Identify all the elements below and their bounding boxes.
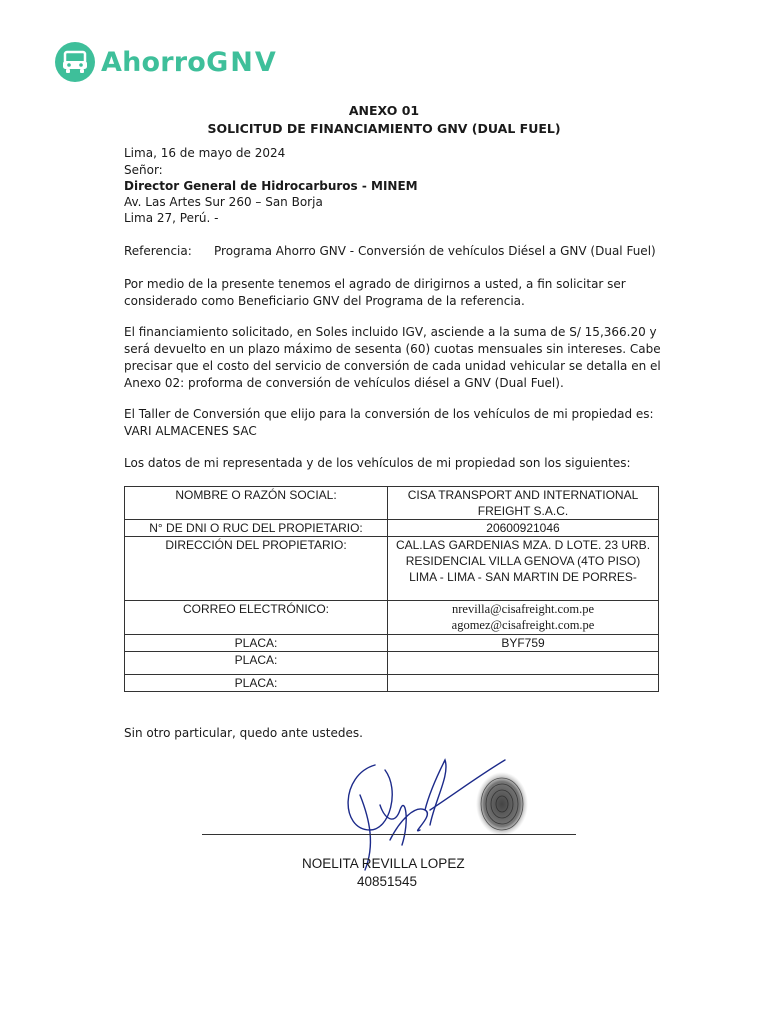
table-value: [388, 675, 659, 692]
signer-dni: 40851545: [357, 874, 418, 889]
table-row: [125, 487, 659, 520]
reference-text: Programa Ahorro GNV - Conversión de vehículos Diésel a GNV (Dual Fuel): [214, 244, 656, 258]
email-2: agomez@cisafreight.com.pe: [451, 618, 595, 632]
table-label: PLACA:: [125, 635, 388, 652]
logo-wordmark: [101, 47, 278, 78]
recipient: Director General de Hidrocarburos - MINEM: [124, 179, 418, 193]
table-label: PLACA:: [125, 675, 388, 692]
table-value: CISA TRANSPORT AND INTERNATIONAL FREIGHT S.A.C.: [388, 487, 659, 520]
document-title: SOLICITUD DE FINANCIAMIENTO GNV (DUAL FUEL): [207, 121, 561, 136]
table-label: DIRECCIÓN DEL PROPIETARIO:: [125, 537, 388, 601]
table-row: [125, 675, 659, 692]
table-label: CORREO ELECTRÓNICO:: [125, 601, 388, 635]
closing-line: Sin otro particular, quedo ante ustedes.: [124, 726, 363, 740]
paragraph-3: El Taller de Conversión que elijo para la conversión de los vehículos de mi propiedad es: VARI ALMACENES SAC: [124, 407, 654, 438]
table-row: [125, 601, 659, 635]
car-icon: [55, 42, 95, 82]
annex-number: ANEXO 01: [348, 103, 420, 118]
owner-data-table: [124, 486, 659, 692]
table-row: [125, 652, 659, 675]
letter-date: Lima, 16 de mayo de 2024: [124, 146, 286, 160]
table-value: [388, 652, 659, 675]
logo-text-gnv: GNV: [206, 46, 278, 78]
fingerprint-image: [474, 770, 530, 838]
table-label: N° DE DNI O RUC DEL PROPIETARIO:: [125, 520, 388, 537]
ahorro-gnv-logo: [55, 42, 278, 82]
table-row: [125, 520, 659, 537]
recipient-address-line2: Lima 27, Perú. -: [124, 211, 219, 225]
table-row: [125, 635, 659, 652]
table-value: CAL.LAS GARDENIAS MZA. D LOTE. 23 URB. RESIDENCIAL VILLA GENOVA (4TO PISO) LIMA - LIMA - SAN MARTIN DE PORRES-: [388, 537, 659, 601]
salutation: Señor:: [124, 163, 163, 177]
paragraph-4: Los datos de mi representada y de los vehículos de mi propiedad son los siguientes:: [124, 456, 631, 470]
reference-label: Referencia:: [124, 244, 192, 258]
paragraph-1: Por medio de la presente tenemos el agrado de dirigirnos a usted, a fin solicitar ser considerado como Beneficiario GNV del Programa de la referencia.: [124, 277, 626, 308]
table-label: NOMBRE O RAZÓN SOCIAL:: [125, 487, 388, 520]
email-1: nrevilla@cisafreight.com.pe: [451, 602, 594, 616]
recipient-address-line1: Av. Las Artes Sur 260 – San Borja: [124, 195, 323, 209]
table-value: BYF759: [388, 635, 659, 652]
logo-text-ahorro: Ahorro: [101, 46, 207, 78]
table-value: [388, 601, 659, 635]
table-label: PLACA:: [125, 652, 388, 675]
paragraph-2: El financiamiento solicitado, en Soles incluido IGV, asciende a la suma de S/ 15,366.20 y será devuelto en un plazo máximo de sesenta (60) cuotas mensuales sin intereses. Cabe precisar que el costo del servicio de conversión de cada unidad vehicular se detalla en el Anexo 02: proforma de conversión de vehículos diésel a GNV (Dual Fuel).: [124, 325, 661, 390]
signer-name: NOELITA REVILLA LOPEZ: [302, 856, 465, 871]
signature-line: [202, 834, 576, 835]
table-value: 20600921046: [388, 520, 659, 537]
table-row: [125, 537, 659, 601]
